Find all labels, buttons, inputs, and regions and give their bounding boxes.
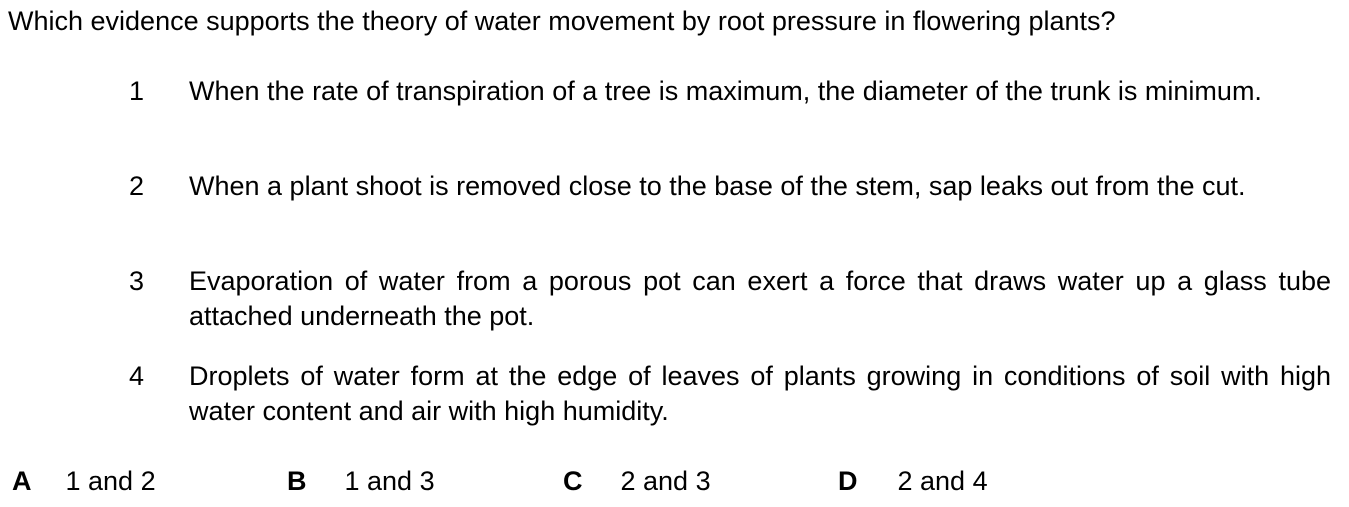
option-text: 2 and 3 <box>620 466 711 496</box>
answer-option-b[interactable] <box>287 464 435 499</box>
option-letter: B <box>287 466 307 496</box>
statement-text: When a plant shoot is removed close to the base of the stem, sap leaks out from the cut. <box>189 171 1246 201</box>
statement-text: Evaporation of water from a porous pot can exert a force that draws water up a glass tube attached underneath the pot. <box>189 266 1331 331</box>
option-letter: C <box>563 466 583 496</box>
option-letter: D <box>838 466 858 496</box>
statement-number: 2 <box>129 171 145 201</box>
answer-option-d[interactable] <box>838 464 988 499</box>
option-text: 1 and 2 <box>65 466 156 496</box>
answer-option-c[interactable] <box>563 464 711 499</box>
option-letter: A <box>12 466 32 496</box>
option-text: 1 and 3 <box>344 466 435 496</box>
answer-option-a[interactable] <box>12 464 156 499</box>
question-text: Which evidence supports the theory of water movement by root pressure in flowering plants? <box>8 6 1116 36</box>
statement-number: 3 <box>129 266 145 296</box>
statement-text: Droplets of water form at the edge of leaves of plants growing in conditions of soil with high water content and air with high humidity. <box>189 361 1331 426</box>
statement-number: 4 <box>129 361 145 391</box>
option-text: 2 and 4 <box>897 466 988 496</box>
statement-text: When the rate of transpiration of a tree is maximum, the diameter of the trunk is minimum. <box>189 76 1262 106</box>
statement-number: 1 <box>129 76 145 106</box>
